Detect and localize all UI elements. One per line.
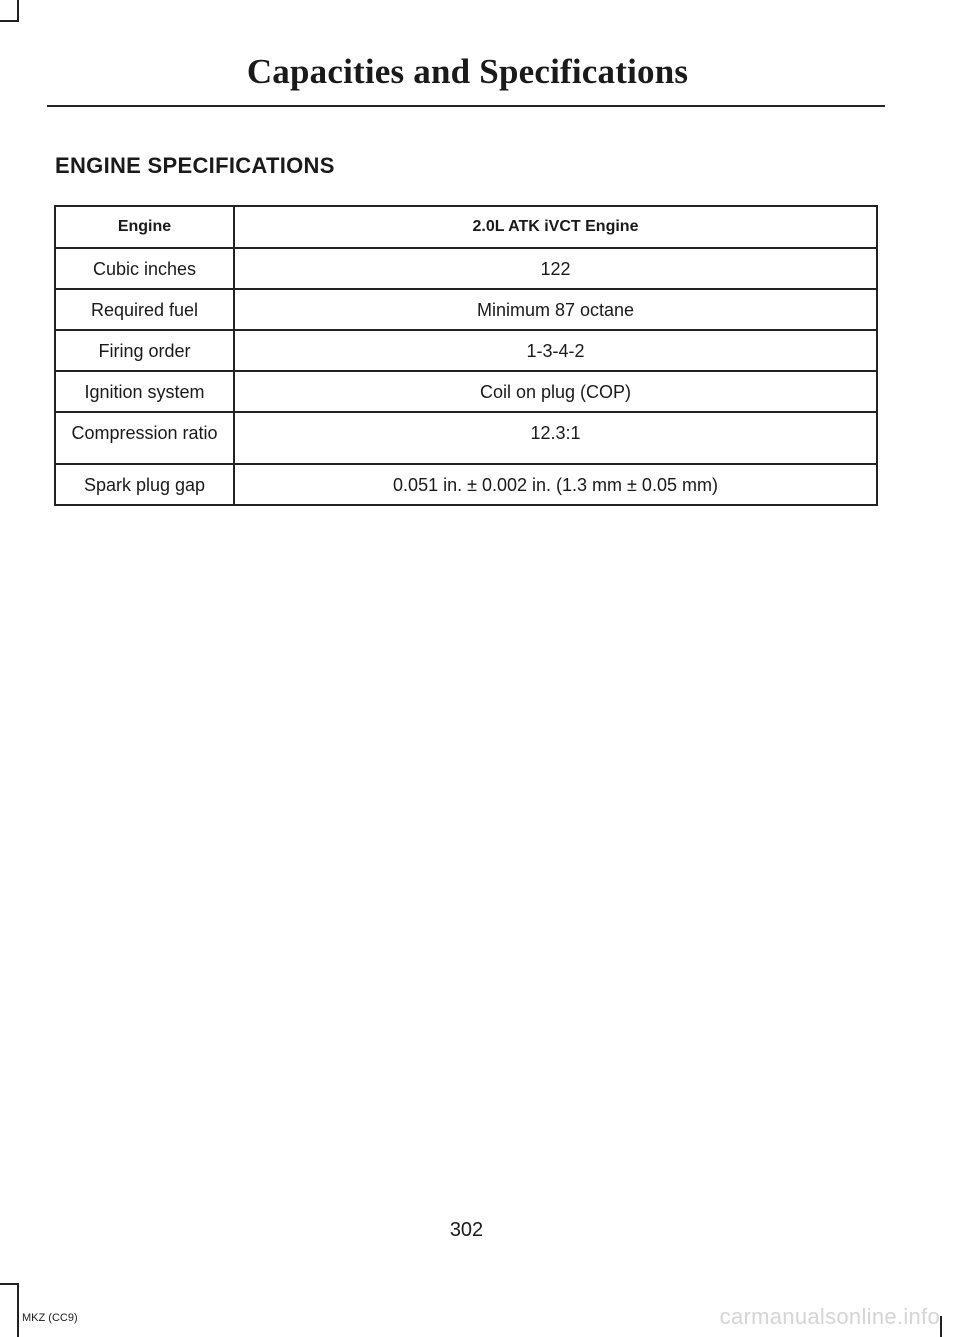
row-value: Minimum 87 octane: [234, 289, 877, 330]
column-header-engine: Engine: [55, 206, 234, 248]
row-value: 12.3:1: [234, 412, 877, 464]
page-number: 302: [449, 1219, 484, 1241]
row-value: 1-3-4-2: [234, 330, 877, 371]
table-row: [55, 289, 877, 330]
crop-mark-bottom-left-h: [0, 1283, 18, 1285]
row-label: Spark plug gap: [55, 464, 234, 505]
column-header-engine-model: 2.0L ATK iVCT Engine: [234, 206, 877, 248]
crop-mark-top-left-h: [0, 20, 18, 22]
row-value: Coil on plug (COP): [234, 371, 877, 412]
title-rule: [47, 105, 885, 107]
row-value: 0.051 in. ± 0.002 in. (1.3 mm ± 0.05 mm): [234, 464, 877, 505]
model-code: MKZ (CC9): [22, 1312, 78, 1324]
engine-spec-table: [54, 205, 878, 506]
crop-mark-top-left: [17, 0, 19, 22]
crop-mark-bottom-left: [17, 1283, 19, 1337]
row-label: Cubic inches: [55, 248, 234, 289]
table-row: [55, 412, 877, 464]
row-label: Firing order: [55, 330, 234, 371]
table-row: [55, 371, 877, 412]
table-row: [55, 330, 877, 371]
row-label: Compression ratio: [55, 412, 234, 464]
section-heading: ENGINE SPECIFICATIONS: [55, 153, 335, 178]
watermark: carmanualsonline.info: [719, 1304, 940, 1329]
table-row: [55, 248, 877, 289]
table-row: [55, 464, 877, 505]
row-label: Required fuel: [55, 289, 234, 330]
table-header-row: [55, 206, 877, 248]
page-title: Capacities and Specifications: [246, 52, 689, 91]
row-label: Ignition system: [55, 371, 234, 412]
row-value: 122: [234, 248, 877, 289]
crop-mark-bottom-right: [940, 1316, 942, 1337]
